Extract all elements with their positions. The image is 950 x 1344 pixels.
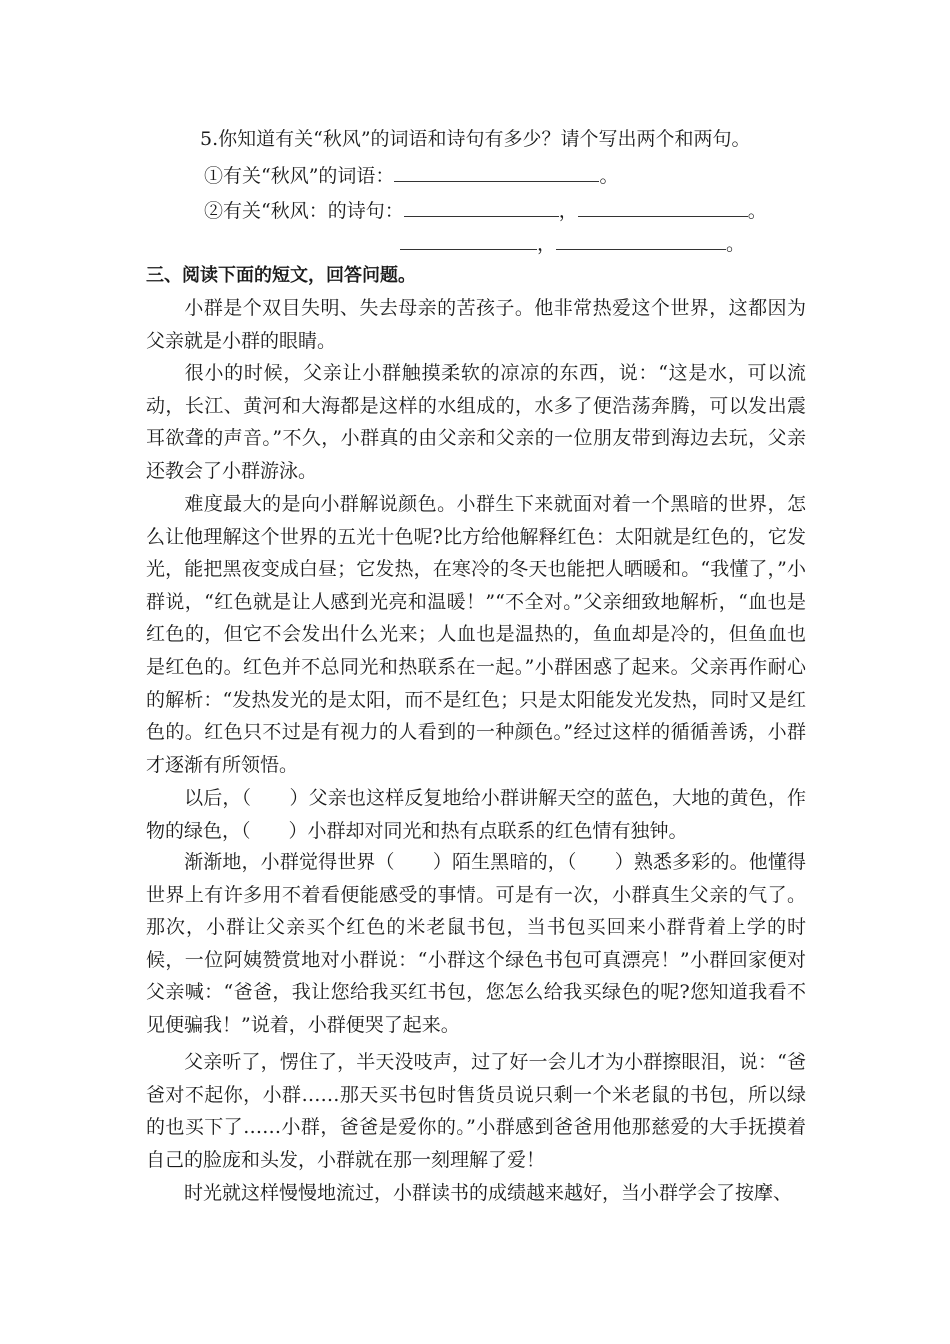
- answer-blank-words[interactable]: [394, 163, 599, 182]
- question-5-item-2: [204, 196, 767, 223]
- passage-paragraph-7: 时光就这样慢慢地流过，小群读书的成绩越来越好，当小群学会了按摩、: [184, 1182, 793, 1204]
- question-5-item-2-line-2: [400, 229, 745, 256]
- passage-paragraph-1: 小群是个双目失明、失去母亲的苦孩子。他非常热爱这个世界，这都因为父亲就是小群的眼睛。: [146, 297, 806, 352]
- item-1-label: ①有关“秋风”的词语：: [204, 165, 395, 187]
- passage-paragraph-6: 父亲听了，愣住了，半天没吱声，过了好一会儿才为小群擦眼泪，说：“爸爸对不起你，小群……那天买书包时售货员说只剩一个米老鼠的书包，所以绿的也买下了……小群，爸爸是爱你的。”小群感到爸爸用他那慈爱的大手抚摸着自己的脸庞和头发，小群就在那一刻理解了爱！: [146, 1051, 806, 1171]
- section-3-title: 三、阅读下面的短文，回答问题。: [146, 265, 416, 286]
- comma: ，: [537, 233, 557, 255]
- passage-paragraph-2: 很小的时候，父亲让小群触摸柔软的凉凉的东西，说：“这是水，可以流动，长江、黄河和大海都是这样的水组成的，水多了便浩荡奔腾，可以发出震耳欲聋的声音。”不久，小群真的由父亲和父亲的一位朋友带到海边去玩，父亲还教会了小群游泳。: [146, 362, 806, 482]
- period: 。: [726, 233, 746, 255]
- period: 。: [747, 200, 767, 222]
- question-5-prompt: 5.你知道有关“秋风”的词语和诗句有多少？请个写出两个和两句。: [200, 128, 751, 150]
- passage-paragraph-5: 渐渐地，小群觉得世界（ ）陌生黑暗的，（ ）熟悉多彩的。他懂得世界上有许多用不着看便能感受的事情。可是有一次，小群真生父亲的气了。那次，小群让父亲买个红色的米老鼠书包，当书包买回来小群背着上学的时候，一位阿姨赞赏地对小群说：“小群这个绿色书包可真漂亮！”小群回家便对父亲喊：“爸爸，我让您给我买红书包，您怎么给我买绿色的呢?您知道我看不见便骗我！”说着，小群便哭了起来。: [146, 851, 806, 1036]
- answer-blank-poem-2b[interactable]: [556, 231, 726, 250]
- item-1-end: 。: [599, 165, 619, 187]
- question-5-item-1: [204, 161, 618, 188]
- passage-paragraph-3: 难度最大的是向小群解说颜色。小群生下来就面对着一个黑暗的世界，怎么让他理解这个世界的五光十色呢?比方给他解释红色：太阳就是红色的，它发光，能把黑夜变成白昼；它发热，在寒冷的冬天也能把人晒暖和。“我懂了，”小群说，“红色就是让人感到光亮和温暖！”“不全对。”父亲细致地解析，“血也是红色的，但它不会发出什么光来；人血也是温热的，鱼血却是冷的，但鱼血也是红色的。红色并不总同光和热联系在一起。”小群困惑了起来。父亲再作耐心的解析：“发热发光的是太阳，而不是红色；只是太阳能发光发热，同时又是红色的。红色只不过是有视力的人看到的一种颜色。”经过这样的循循善诱，小群才逐渐有所领悟。: [146, 493, 806, 776]
- answer-blank-poem-1b[interactable]: [578, 198, 748, 217]
- comma: ，: [558, 200, 578, 222]
- item-2-label: ②有关“秋风：的诗句：: [204, 200, 404, 222]
- passage-paragraph-4: 以后，（ ）父亲也这样反复地给小群讲解天空的蓝色，大地的黄色，作物的绿色，（ ）小群却对同光和热有点联系的红色情有独钟。: [146, 787, 806, 842]
- answer-blank-poem-2a[interactable]: [400, 231, 537, 250]
- answer-blank-poem-1a[interactable]: [404, 198, 559, 217]
